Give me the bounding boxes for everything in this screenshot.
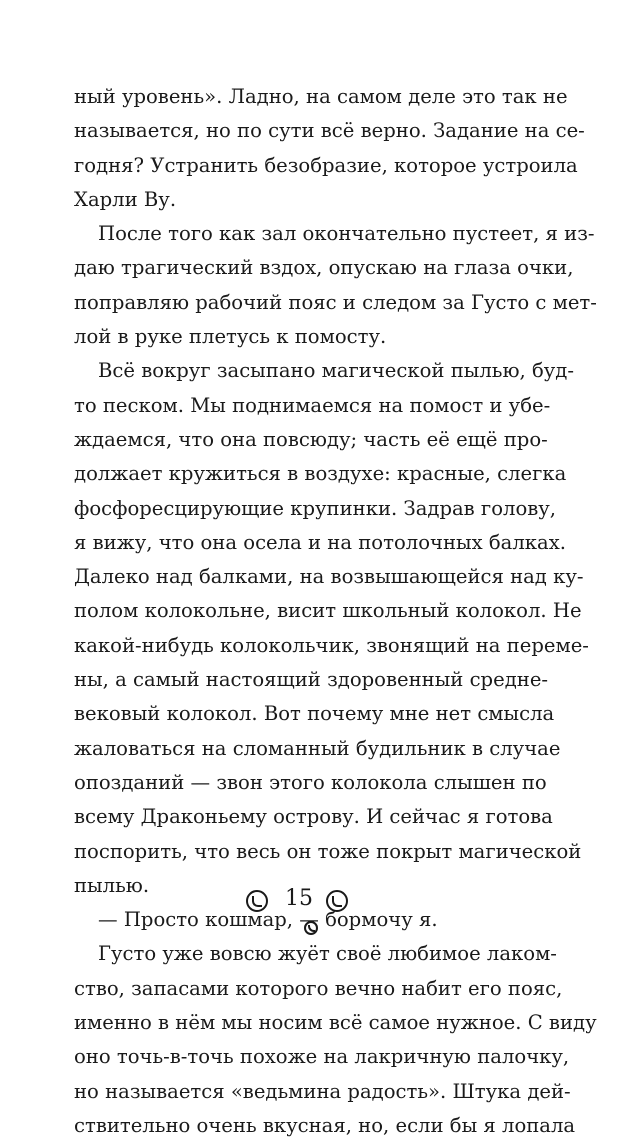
text-line: Густо уже вовсю жуёт своё любимое лаком- <box>98 942 557 966</box>
text-line: оно точь-в-точь похоже на лакричную палочку, <box>74 1045 570 1069</box>
text-line: годня? Устранить безобразие, которое устроила <box>74 153 578 177</box>
text-line: пылью. <box>74 873 150 897</box>
swirl-ornament-icon <box>326 890 348 912</box>
text-line: поспорить, что весь он тоже покрыт магической <box>74 839 582 863</box>
text-line: но называется «ведьмина радость». Штука дей- <box>74 1079 571 1103</box>
text-line: ный уровень». Ладно, на самом деле это так не <box>74 85 568 108</box>
text-line: именно в нём мы носим всё самое нужное. С виду <box>74 1011 597 1035</box>
page-body-text <box>74 80 597 1143</box>
text-line: Далеко над балками, на возвышающейся над ку- <box>74 565 584 589</box>
text-line: Всё вокруг засыпано магической пылью, буд- <box>98 359 574 383</box>
text-line: то песком. Мы поднимаемся на помост и убе- <box>74 393 551 417</box>
text-line: После того как зал окончательно пустеет, я из- <box>98 222 595 246</box>
text-line: жаловаться на сломанный будильник в случае <box>74 736 561 760</box>
text-line: поправляю рабочий пояс и следом за Густо с мет- <box>74 290 597 314</box>
text-line: лой в руке плетусь к помосту. <box>74 325 387 349</box>
text-line: Харли Ву. <box>74 187 177 211</box>
swirl-ornament-icon <box>246 890 268 912</box>
text-line: всему Драконьему острову. И сейчас я готова <box>74 805 553 829</box>
text-line: — Просто кошмар, — бормочу я. <box>98 908 438 932</box>
text-line: полом колокольне, висит школьный колокол. Не <box>74 599 582 623</box>
page-footer <box>0 880 619 960</box>
text-line: ны, а самый настоящий здоровенный средне- <box>74 668 549 692</box>
text-line: я вижу, что она осела и на потолочных балках. <box>74 530 567 554</box>
text-line: ствительно очень вкусная, но, если бы я лопала <box>74 1113 576 1137</box>
text-line: называется, но по сути всё верно. Задание на се- <box>74 119 585 143</box>
text-line: какой-нибудь колокольчик, звонящий на переме- <box>74 633 589 657</box>
swirl-ornament-icon <box>304 921 318 935</box>
text-line: фосфоресцирующие крупинки. Задрав голову, <box>74 496 557 520</box>
text-line: ждаемся, что она повсюду; часть её ещё про- <box>74 427 548 451</box>
page-number: 15 <box>285 886 313 911</box>
text-line: должает кружиться в воздухе: красные, слегка <box>74 462 567 486</box>
text-line: ство, запасами которого вечно набит его пояс, <box>74 976 563 1000</box>
text-line: опозданий — звон этого колокола слышен по <box>74 770 547 794</box>
text-line: даю трагический вздох, опускаю на глаза очки, <box>74 256 574 280</box>
text-line: вековый колокол. Вот почему мне нет смысла <box>74 702 555 726</box>
